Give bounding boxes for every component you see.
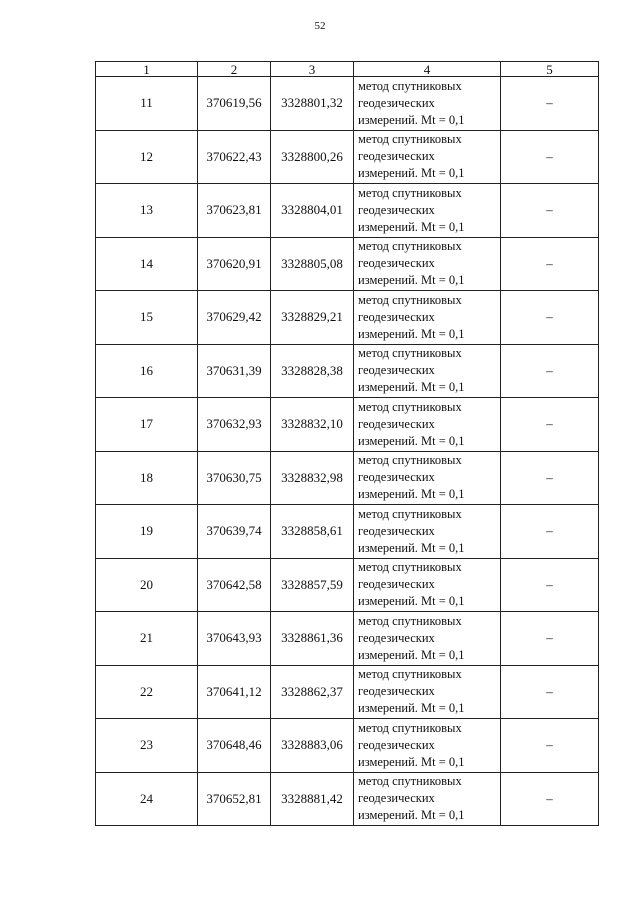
table-row (96, 184, 599, 238)
point-number-cell: 13 (96, 184, 198, 238)
method-line: измерений. Mt = 0,1 (358, 647, 465, 662)
point-number-cell: 23 (96, 719, 198, 773)
x-coordinate-cell: 370639,74 (198, 505, 271, 559)
note-cell: – (501, 398, 599, 452)
y-coordinate-cell: 3328800,26 (271, 130, 354, 184)
note-cell: – (501, 772, 599, 826)
method-line: геодезических (358, 791, 435, 806)
method-line: метод спутниковых (358, 720, 462, 735)
table-row (96, 612, 599, 666)
y-coordinate-cell: 3328858,61 (271, 505, 354, 559)
method-cell (354, 719, 501, 773)
note-cell: – (501, 237, 599, 291)
note-cell: – (501, 719, 599, 773)
x-coordinate-cell: 370620,91 (198, 237, 271, 291)
table-body (96, 77, 599, 826)
method-line: геодезических (358, 523, 435, 538)
note-cell: – (501, 505, 599, 559)
method-cell (354, 665, 501, 719)
note-cell: – (501, 451, 599, 505)
header-col-1: 1 (96, 62, 198, 77)
method-cell (354, 451, 501, 505)
y-coordinate-cell: 3328832,98 (271, 451, 354, 505)
point-number-cell: 12 (96, 130, 198, 184)
header-col-2: 2 (198, 62, 271, 77)
note-cell: – (501, 291, 599, 345)
method-line: геодезических (358, 684, 435, 699)
method-line: геодезических (358, 577, 435, 592)
method-line: измерений. Mt = 0,1 (358, 273, 465, 288)
method-line: геодезических (358, 416, 435, 431)
point-number-cell: 16 (96, 344, 198, 398)
x-coordinate-cell: 370631,39 (198, 344, 271, 398)
note-cell: – (501, 184, 599, 238)
y-coordinate-cell: 3328832,10 (271, 398, 354, 452)
note-cell: – (501, 665, 599, 719)
point-number-cell: 19 (96, 505, 198, 559)
method-line: геодезических (358, 95, 435, 110)
method-line: метод спутниковых (358, 346, 462, 361)
method-line: метод спутниковых (358, 560, 462, 575)
table-row (96, 130, 599, 184)
y-coordinate-cell: 3328857,59 (271, 558, 354, 612)
method-line: геодезических (358, 202, 435, 217)
x-coordinate-cell: 370629,42 (198, 291, 271, 345)
method-line: измерений. Mt = 0,1 (358, 540, 465, 555)
method-cell (354, 344, 501, 398)
y-coordinate-cell: 3328805,08 (271, 237, 354, 291)
method-cell (354, 612, 501, 666)
method-line: метод спутниковых (358, 185, 462, 200)
y-coordinate-cell: 3328804,01 (271, 184, 354, 238)
method-line: геодезических (358, 470, 435, 485)
x-coordinate-cell: 370652,81 (198, 772, 271, 826)
method-line: геодезических (358, 630, 435, 645)
point-number-cell: 15 (96, 291, 198, 345)
point-number-cell: 24 (96, 772, 198, 826)
table-header (96, 62, 599, 77)
method-line: измерений. Mt = 0,1 (358, 326, 465, 341)
method-line: метод спутниковых (358, 132, 462, 147)
page-number: 52 (314, 20, 326, 32)
table-row (96, 665, 599, 719)
x-coordinate-cell: 370619,56 (198, 77, 271, 131)
header-col-4: 4 (354, 62, 501, 77)
note-cell: – (501, 344, 599, 398)
table-row (96, 398, 599, 452)
point-number-cell: 17 (96, 398, 198, 452)
method-line: измерений. Mt = 0,1 (358, 166, 465, 181)
point-number-cell: 20 (96, 558, 198, 612)
coordinates-table (95, 61, 599, 826)
header-col-5: 5 (501, 62, 599, 77)
x-coordinate-cell: 370648,46 (198, 719, 271, 773)
x-coordinate-cell: 370622,43 (198, 130, 271, 184)
table-row (96, 77, 599, 131)
method-line: измерений. Mt = 0,1 (358, 701, 465, 716)
method-cell (354, 291, 501, 345)
y-coordinate-cell: 3328883,06 (271, 719, 354, 773)
table-row (96, 772, 599, 826)
method-line: измерений. Mt = 0,1 (358, 219, 465, 234)
y-coordinate-cell: 3328829,21 (271, 291, 354, 345)
note-cell: – (501, 77, 599, 131)
method-line: метод спутниковых (358, 774, 462, 789)
method-line: измерений. Mt = 0,1 (358, 380, 465, 395)
note-cell: – (501, 612, 599, 666)
header-col-3: 3 (271, 62, 354, 77)
method-cell (354, 237, 501, 291)
method-line: измерений. Mt = 0,1 (358, 433, 465, 448)
method-line: геодезических (358, 363, 435, 378)
x-coordinate-cell: 370643,93 (198, 612, 271, 666)
method-line: геодезических (358, 256, 435, 271)
note-cell: – (501, 130, 599, 184)
method-line: метод спутниковых (358, 667, 462, 682)
method-line: метод спутниковых (358, 453, 462, 468)
method-line: метод спутниковых (358, 399, 462, 414)
y-coordinate-cell: 3328861,36 (271, 612, 354, 666)
x-coordinate-cell: 370641,12 (198, 665, 271, 719)
method-cell (354, 505, 501, 559)
table-row (96, 291, 599, 345)
table-row (96, 719, 599, 773)
table-row (96, 344, 599, 398)
method-line: геодезических (358, 309, 435, 324)
method-line: метод спутниковых (358, 239, 462, 254)
method-line: метод спутниковых (358, 506, 462, 521)
point-number-cell: 21 (96, 612, 198, 666)
point-number-cell: 18 (96, 451, 198, 505)
x-coordinate-cell: 370642,58 (198, 558, 271, 612)
method-line: измерений. Mt = 0,1 (358, 487, 465, 502)
y-coordinate-cell: 3328801,32 (271, 77, 354, 131)
method-cell (354, 130, 501, 184)
method-cell (354, 558, 501, 612)
y-coordinate-cell: 3328828,38 (271, 344, 354, 398)
point-number-cell: 22 (96, 665, 198, 719)
x-coordinate-cell: 370630,75 (198, 451, 271, 505)
point-number-cell: 14 (96, 237, 198, 291)
table-row (96, 505, 599, 559)
method-line: измерений. Mt = 0,1 (358, 808, 465, 823)
method-cell (354, 398, 501, 452)
y-coordinate-cell: 3328881,42 (271, 772, 354, 826)
method-line: измерений. Mt = 0,1 (358, 754, 465, 769)
table-row (96, 237, 599, 291)
method-line: измерений. Mt = 0,1 (358, 112, 465, 127)
method-line: геодезических (358, 149, 435, 164)
method-cell (354, 772, 501, 826)
method-cell (354, 77, 501, 131)
y-coordinate-cell: 3328862,37 (271, 665, 354, 719)
method-line: геодезических (358, 737, 435, 752)
header-row (96, 62, 599, 77)
note-cell: – (501, 558, 599, 612)
x-coordinate-cell: 370623,81 (198, 184, 271, 238)
method-line: метод спутниковых (358, 613, 462, 628)
method-line: метод спутниковых (358, 78, 462, 93)
table-row (96, 558, 599, 612)
method-line: метод спутниковых (358, 292, 462, 307)
point-number-cell: 11 (96, 77, 198, 131)
method-cell (354, 184, 501, 238)
x-coordinate-cell: 370632,93 (198, 398, 271, 452)
table-row (96, 451, 599, 505)
method-line: измерений. Mt = 0,1 (358, 594, 465, 609)
